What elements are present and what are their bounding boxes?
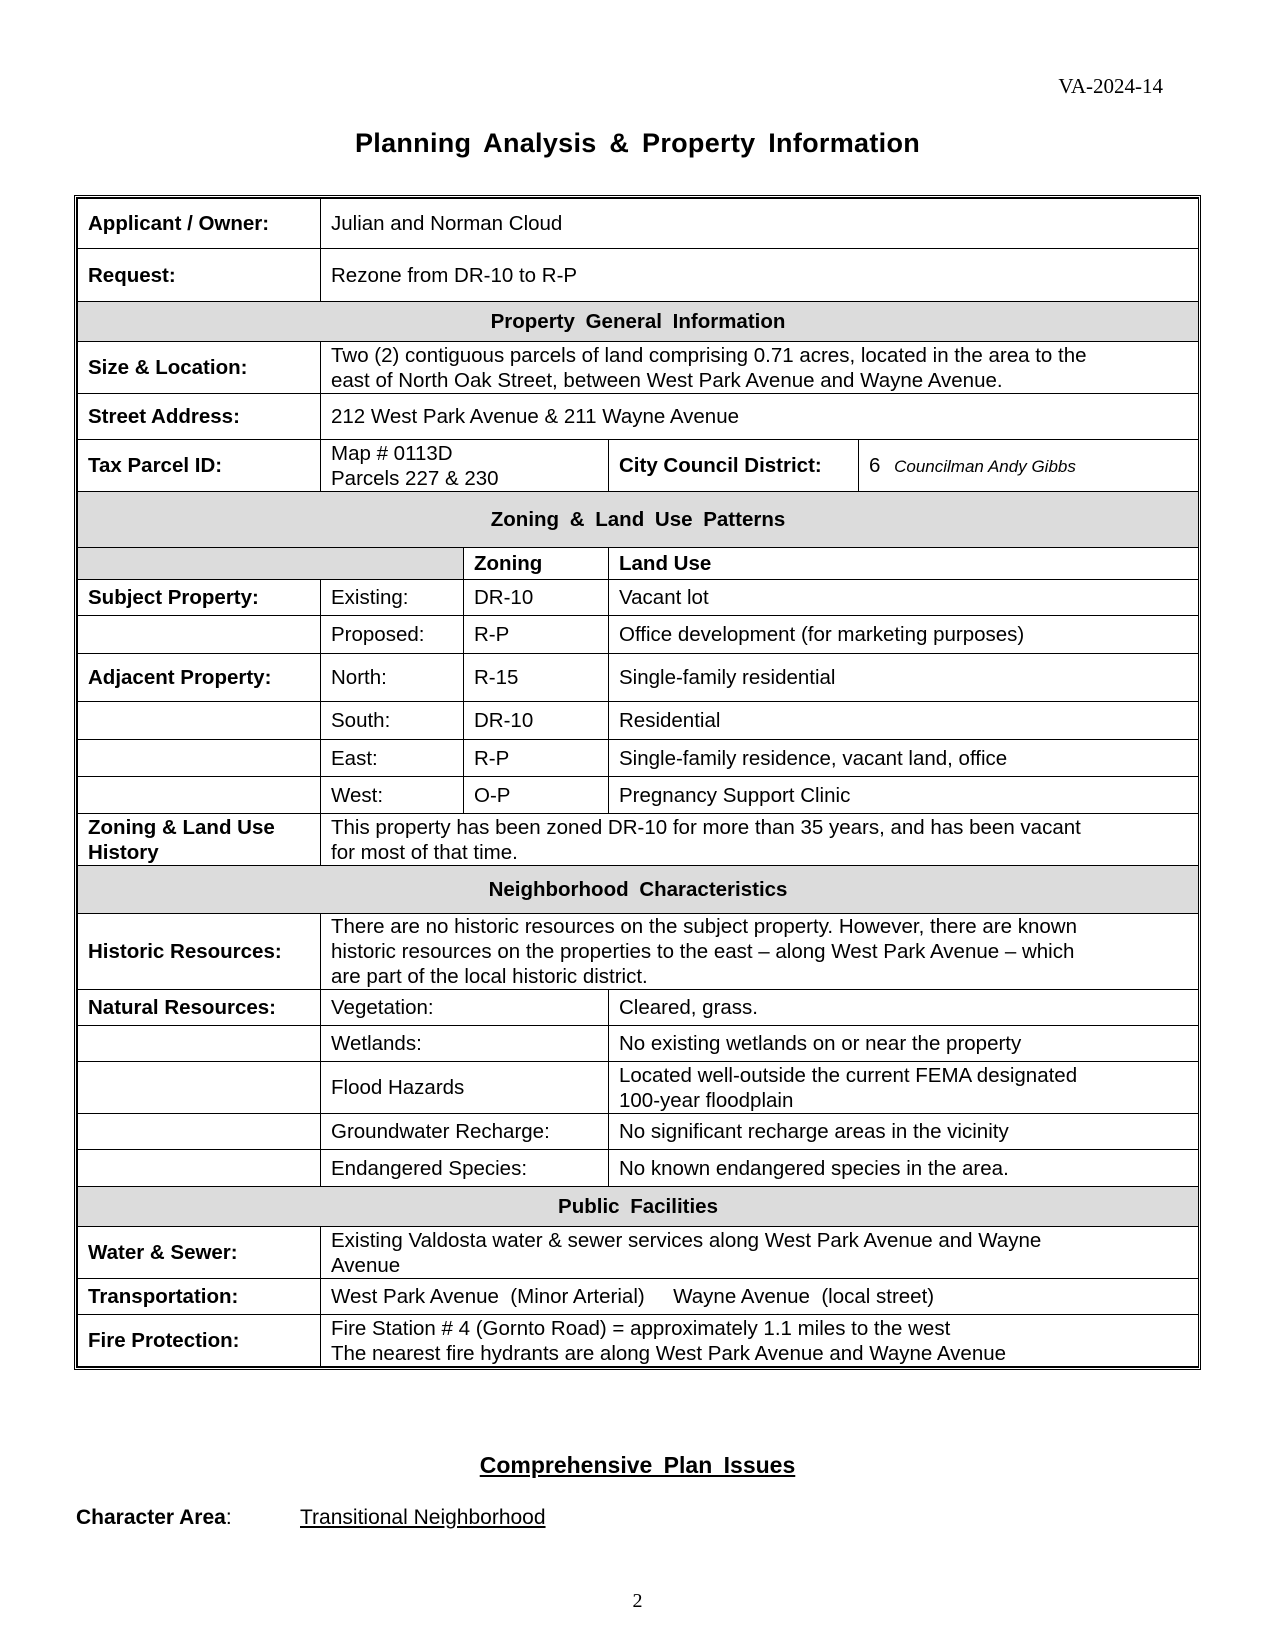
- tax-parcel-label: Tax Parcel ID:: [78, 440, 321, 492]
- size-location-label: Size & Location:: [78, 342, 321, 394]
- zoning-row-direction: Proposed:: [321, 616, 464, 654]
- zoning-row-landuse: Single-family residential: [609, 654, 1199, 702]
- street-address-label: Street Address:: [78, 394, 321, 440]
- zoning-row-landuse: Single-family residence, vacant land, office: [609, 740, 1199, 777]
- natural-resource-item: Groundwater Recharge:: [321, 1114, 609, 1150]
- water-sewer-line: Existing Valdosta water & sewer services along West Park Avenue and Wayne: [331, 1228, 1042, 1252]
- subject-property-label: Subject Property:: [78, 580, 321, 616]
- transportation-value: West Park Avenue (Minor Arterial) Wayne Avenue (local street): [321, 1279, 1199, 1315]
- section-general-heading: Property General Information: [78, 302, 1199, 342]
- empty-label-cell: [78, 1026, 321, 1062]
- size-location-value: [321, 342, 1199, 394]
- property-info-table: [74, 195, 1201, 1370]
- zoning-row-direction: West:: [321, 777, 464, 814]
- natural-resource-value: No significant recharge areas in the vicinity: [609, 1114, 1199, 1150]
- historic-resources-line: are part of the local historic district.: [331, 965, 648, 988]
- natural-resource-line: Located well-outside the current FEMA designated: [619, 1063, 1078, 1087]
- zoning-row-zone: R-P: [464, 616, 609, 654]
- zoning-row-zone: R-P: [464, 740, 609, 777]
- natural-resource-item: Flood Hazards: [321, 1062, 609, 1114]
- adjacent-property-label: Adjacent Property:: [78, 654, 321, 702]
- section-zoning-heading: Zoning & Land Use Patterns: [78, 492, 1199, 548]
- fire-protection-value: [321, 1315, 1199, 1367]
- zoning-row-direction: South:: [321, 702, 464, 740]
- tax-parcels-line: Parcels 227 & 230: [331, 466, 499, 490]
- empty-label-cell: [78, 777, 321, 814]
- fire-protection-label: Fire Protection:: [78, 1315, 321, 1367]
- zoning-row-landuse: Pregnancy Support Clinic: [609, 777, 1199, 814]
- empty-label-cell: [78, 1150, 321, 1187]
- character-area-value: Transitional Neighborhood: [300, 1506, 546, 1529]
- fire-protection-line: Fire Station # 4 (Gornto Road) = approximately 1.1 miles to the west: [331, 1316, 951, 1340]
- zoning-row-zone: DR-10: [464, 580, 609, 616]
- water-sewer-line: Avenue: [331, 1253, 401, 1277]
- zoning-column-header: Zoning: [464, 548, 609, 580]
- natural-resource-line: 100-year floodplain: [619, 1088, 794, 1112]
- historic-resources-label: Historic Resources:: [78, 914, 321, 990]
- zoning-row-landuse: Office development (for marketing purposes): [609, 616, 1199, 654]
- water-sewer-value: [321, 1227, 1199, 1279]
- empty-label-cell: [78, 702, 321, 740]
- zoning-history-value: [321, 814, 1199, 866]
- section-facilities-heading: Public Facilities: [78, 1187, 1199, 1227]
- zoning-history-line: for most of that time.: [331, 840, 518, 864]
- council-member-name: Councilman Andy Gibbs: [894, 456, 1076, 476]
- character-area-colon: :: [225, 1506, 232, 1529]
- natural-resource-value: No known endangered species in the area.: [609, 1150, 1199, 1187]
- empty-label-cell: [78, 616, 321, 654]
- character-area-label: [76, 1506, 232, 1530]
- council-district-number: 6: [869, 453, 881, 477]
- page-title: Planning Analysis & Property Information: [354, 128, 921, 158]
- natural-resource-value: Cleared, grass.: [609, 990, 1199, 1026]
- historic-resources-line: There are no historic resources on the subject property. However, there are known: [331, 915, 1077, 938]
- zoning-row-zone: O-P: [464, 777, 609, 814]
- document-id: VA-2024-14: [1058, 74, 1163, 98]
- natural-resource-item: Endangered Species:: [321, 1150, 609, 1187]
- applicant-label: Applicant / Owner:: [78, 199, 321, 249]
- fire-protection-line: The nearest fire hydrants are along West Park Avenue and Wayne Avenue: [331, 1341, 1007, 1365]
- character-area-label-text: Character Area: [76, 1506, 226, 1529]
- empty-label-cell: [78, 740, 321, 777]
- size-location-line: east of North Oak Street, between West Park Avenue and Wayne Avenue.: [331, 368, 1003, 392]
- natural-resource-value: [609, 1062, 1199, 1114]
- zoning-history-label-line: Zoning & Land Use: [88, 815, 275, 839]
- empty-label-cell: [78, 1114, 321, 1150]
- council-district-label: City Council District:: [609, 440, 859, 492]
- section-neighborhood-heading: Neighborhood Characteristics: [78, 866, 1199, 914]
- street-address-value: 212 West Park Avenue & 211 Wayne Avenue: [321, 394, 1199, 440]
- zoning-row-zone: DR-10: [464, 702, 609, 740]
- water-sewer-label: Water & Sewer:: [78, 1227, 321, 1279]
- natural-resources-label: Natural Resources:: [78, 990, 321, 1026]
- historic-resources-value: [321, 914, 1199, 990]
- zoning-history-label-line: History: [88, 840, 159, 864]
- comprehensive-plan-heading: Comprehensive Plan Issues: [479, 1452, 796, 1478]
- zoning-row-direction: North:: [321, 654, 464, 702]
- zoning-row-direction: Existing:: [321, 580, 464, 616]
- natural-resource-item: Vegetation:: [321, 990, 609, 1026]
- zoning-row-zone: R-15: [464, 654, 609, 702]
- page-number: 2: [632, 1590, 643, 1612]
- zoning-history-line: This property has been zoned DR-10 for more than 35 years, and has been vacant: [331, 815, 1081, 839]
- request-value: Rezone from DR-10 to R-P: [321, 249, 1199, 302]
- zoning-history-label: [78, 814, 321, 866]
- council-district-value: [859, 440, 1199, 492]
- zoning-row-direction: East:: [321, 740, 464, 777]
- empty-label-cell: [78, 1062, 321, 1114]
- historic-resources-line: historic resources on the properties to the east – along West Park Avenue – which: [331, 940, 1075, 963]
- zoning-row-landuse: Residential: [609, 702, 1199, 740]
- tax-parcel-value: [321, 440, 609, 492]
- applicant-value: Julian and Norman Cloud: [321, 199, 1199, 249]
- landuse-column-header: Land Use: [609, 548, 1199, 580]
- natural-resource-item: Wetlands:: [321, 1026, 609, 1062]
- request-label: Request:: [78, 249, 321, 302]
- zoning-header-blank: [78, 548, 464, 580]
- tax-map-line: Map # 0113D: [331, 441, 453, 465]
- transportation-label: Transportation:: [78, 1279, 321, 1315]
- zoning-row-landuse: Vacant lot: [609, 580, 1199, 616]
- natural-resource-value: No existing wetlands on or near the property: [609, 1026, 1199, 1062]
- size-location-line: Two (2) contiguous parcels of land comprising 0.71 acres, located in the area to the: [331, 343, 1087, 367]
